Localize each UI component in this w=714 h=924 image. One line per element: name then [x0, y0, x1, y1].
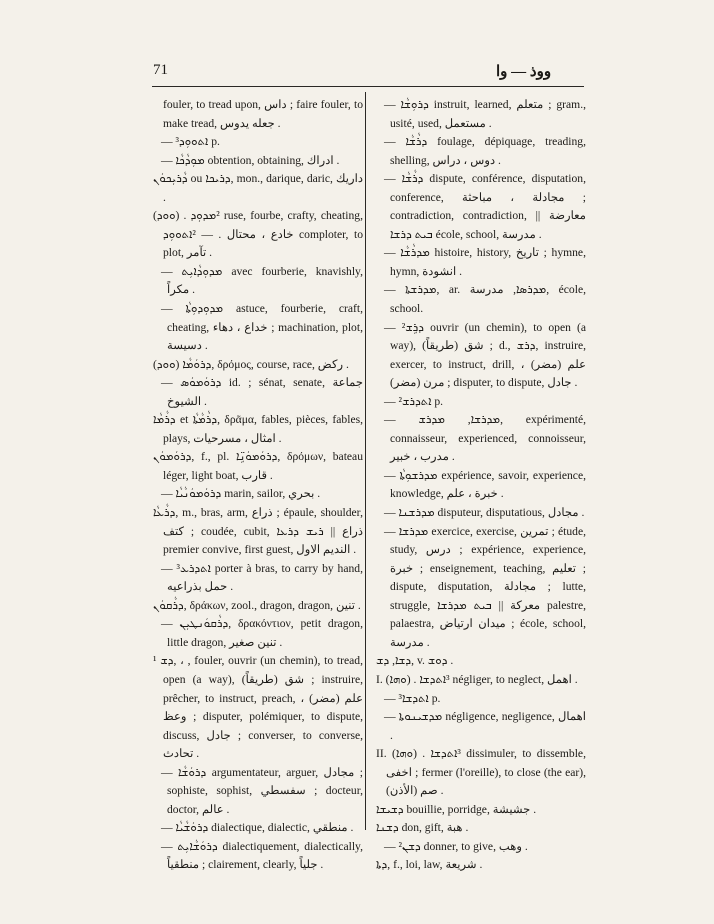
- entry: — ܕܪܘܿܡܘܿܣ id. ; sénat, senate, جماعة الشيوخ .: [161, 376, 363, 408]
- entry: — ܕܪܵܫܵܐ dispute, conférence, disputation, conference, مجادلة ، مباحثة ; contradiction, contradiction, معارضة || ܒܝܬ ܕܪܫܐ école, school, مدرسة .: [384, 172, 586, 241]
- entry: (ܘܘܕ) . ²ܡܕܘܼܕ ruse, fourbe, crafty, cheating, خادع ، محتال . — ²ܐܬܘܘܼܕ comploter, to plot, تآمر .: [153, 209, 363, 260]
- entry: — ܡܕܪܫܘܼܬܵܐ expérience, savoir, experience, knowledge, خبرة ، علم .: [384, 468, 586, 501]
- entry: — ²ܐܬܕܪܫ p.: [384, 394, 444, 408]
- entry: — ³ܐܬܘܘܼܕ p.: [161, 135, 220, 149]
- entry: — ܡܕܘܼܕܵܐܝܼܬ avec fourberie, knavishly, مكراً .: [161, 264, 363, 297]
- right-column: [376, 96, 586, 875]
- entry: ܕܫܢܐ don, gift, هبة .: [376, 821, 469, 835]
- entry: ܕܵܪܝܼܟܘܿܢ ou ܕܪܝܟܐ, mon., darique, daric, داريك .: [153, 172, 363, 204]
- entry: — ³ܐܬܕܫܐ p.: [384, 691, 441, 705]
- entry: I. (ܘܗܐ) . ³ܐܬܕܫܐ négliger, to neglect, اهمل .: [376, 672, 578, 686]
- entry: — ܡܕܫܝܢܘܬܐ négligence, negligence, اهمال .: [384, 710, 586, 742]
- entry: — ²ܕܫܢ donner, to give, وهب .: [384, 839, 528, 853]
- entry: — ³ܐܬܕܪܥ porter à bras, to carry by hand, حمل بذراعيه .: [161, 561, 363, 594]
- entry: (ܘܘܕ) ܕܪܘܿܡܵܐ, δρόμος, course, race, ركض .: [153, 357, 349, 371]
- entry: — ܡܕܪܵܫܵܐ histoire, history, تاريخ ; hymne, hymn, انشودة .: [384, 246, 586, 278]
- entry: ܕܪܵܡܵܐ et ܕܪܵܡܵܬܵܐ, δρᾶμα, fables, pièces, fables, plays, امثال ، مسرحيات .: [153, 413, 363, 445]
- entry: — ܕܪܘܿܫܵܐܝܼܬ dialectiquement, dialectically, منطقياً ; clairement, clearly, جلياً .: [161, 839, 363, 872]
- entry: ܕܪܵܥܵܐ, m., bras, arm, ذراع ; épaule, shoulder, كتف ; coudée, cubit, ذراع || ܪܝܫ ܕܪܥܐ premier convive, first guest, النديم الاول .: [153, 506, 363, 557]
- header-rule: [152, 86, 584, 87]
- entry: — ܡܕܪܫܬܐ, ar. ܡܕܪܣܐ, مدرسة, école, school.: [384, 283, 586, 316]
- entry: II. (ܘܗܐ) . ³ܐܬܕܫܐ dissimuler, to dissemble, اخفى ; fermer (l'oreille), to close (the ear), صم (الأذن) .: [376, 747, 586, 798]
- entry: — ܕܪܘܿܫܵܐ argumentateur, arguer, مجادل ; sophiste, sophist, سفسطي ; docteur, doctor, عالم .: [161, 765, 363, 816]
- entry: ܕܬܐ, f., loi, law, شريعة .: [376, 858, 483, 872]
- left-column: [153, 96, 363, 875]
- entry: ¹ ܕܫ, ، , fouler, ouvrir (un chemin), to tread, open (a way), شق (طريقاً) ; instruire, prêcher, to instruct, preach, علم (مضر) ، وعظ ; disputer, polémiquer, to dispute, discuss, جادل ; converser, to converse, تحادث .: [153, 654, 363, 761]
- entry: fouler, to tread upon, داس ; faire fouler, to make tread, جعله يدوس .: [163, 98, 363, 130]
- entry: ܕܪܘܿܡܘܿܢ, f., pl. ܕܪܘܿܡܘܿܢܹ̈ܐ, δρόμων, bateau léger, light boat, قارب .: [153, 450, 363, 482]
- running-title: ووذ — وا: [496, 64, 552, 80]
- entry: ܕܪܵܩܘܿܢ, δράκων, zool., dragon, dragon, تنين .: [153, 598, 361, 612]
- entry: ܕܫܝܫܐ bouillie, porridge, جشيشة .: [376, 802, 537, 816]
- entry: — ²ܕܪܹܫ ouvrir (un chemin), to open (a way), شق (طريقاً) ; d., ܕܪܫ, instruire, exercer, to instruct, drill, علم (مضر) ، مرن (مضر) ; disputer, to dispute, جادل .: [384, 320, 587, 390]
- entry: — ܡܕܪܫܐ exercice, exercise, تمرين ; étude, study, درس ; expérience, experience, خبرة ; enseignement, teaching, تعليم ; dispute, disputation, مجادلة ; lutte, struggle, معركة || ܒܝܬ ܡܕܪܫܐ palestre, palaestra, ميدان ارتياض ; école, school, مدرسة .: [384, 524, 586, 649]
- entry: — ܡܕܪܫܐ, ܡܕܪܫ, expérimenté, connaisseur, experienced, connoisseur, مدرب ، خبير .: [384, 413, 587, 464]
- entry: — ܕܪܘܼܫܵܐ instruit, learned, متعلم ; gram., usité, used, مستعمل .: [384, 98, 587, 130]
- entry: — ܕܪܵܫܵܐ foulage, dépiquage, treading, shelling, دوس ، دراس .: [384, 135, 586, 167]
- entry: — ܕܪܘܿܡܘܿܢܵܝܵܐ marin, sailor, بحري .: [161, 487, 321, 501]
- page-number: 71: [153, 62, 168, 78]
- entry: — ܡܕܪܫܢܐ disputeur, disputatious, مجادل .: [384, 506, 585, 520]
- entry: — ܕܪܵܩܘܿܢܛܝܼܢ, δρακόντιον, petit dragon, little dragon, تنين صغير .: [161, 617, 363, 649]
- entry: — ܡܘܼܕܵܟܵܐ obtention, obtaining, ادراك .: [161, 153, 340, 167]
- entry: ܕܫܐ, ܕܫ, v. ܕܘܫ .: [376, 654, 454, 668]
- entry: — ܕܪܘܿܫܵܝܵܐ dialectique, dialectic, منطقي .: [161, 821, 354, 835]
- column-separator: [365, 92, 366, 830]
- entry: — ܡܕܘܼܕܘܼܬܵܐ astuce, fourberie, craft, cheating, خداع ، دهاء ; machination, plot, دسيسة .: [161, 302, 363, 353]
